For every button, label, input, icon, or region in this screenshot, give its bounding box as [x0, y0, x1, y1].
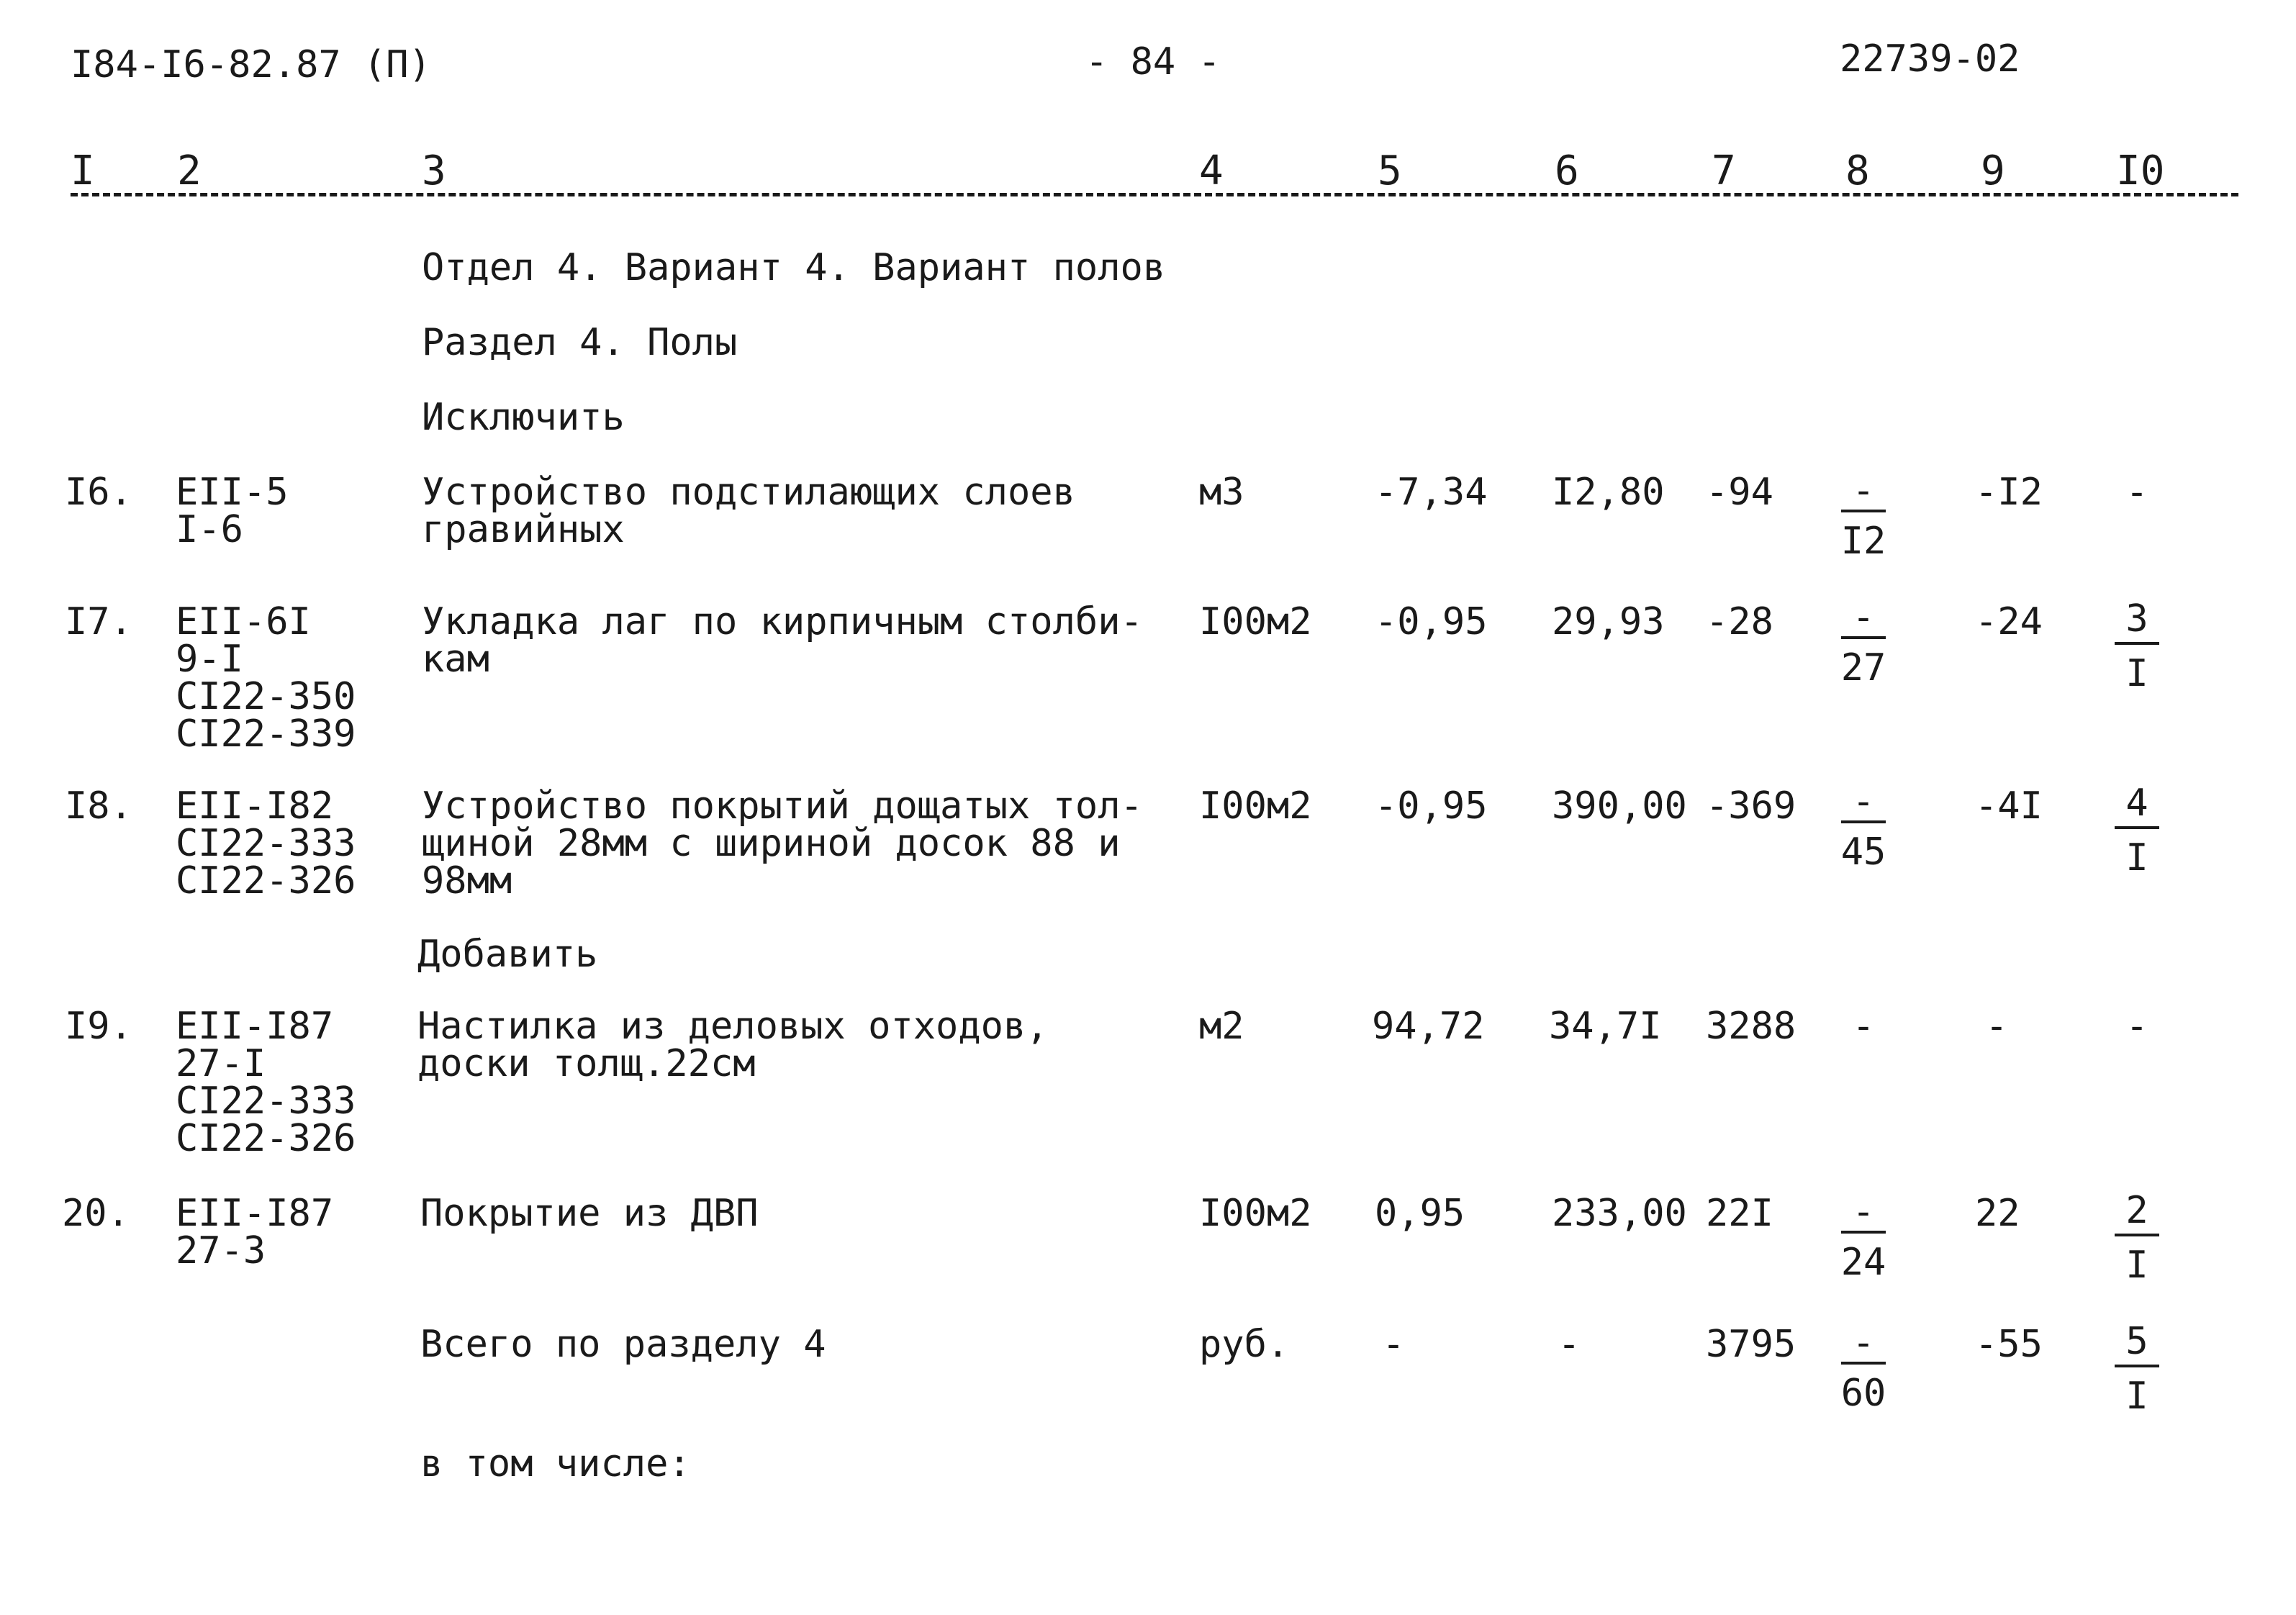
norm-code: I-6: [176, 508, 243, 551]
total-cost: -369: [1706, 784, 1796, 828]
total-cost: 3795: [1706, 1323, 1796, 1366]
col10-value: -: [2125, 471, 2148, 514]
norm-code: 9-I: [176, 638, 243, 681]
total-cost: 3288: [1706, 1005, 1796, 1048]
fraction-numerator: -: [1852, 1190, 1875, 1234]
fraction-numerator: -: [1852, 1321, 1875, 1365]
norm-code: СI22-339: [176, 712, 356, 756]
row-number: I9.: [65, 1005, 132, 1048]
row-number: I7.: [65, 600, 132, 643]
including-label: в том числе:: [420, 1442, 691, 1485]
total-label: Всего по разделу 4: [420, 1323, 826, 1366]
quantity: -0,95: [1375, 784, 1488, 828]
add-label: Добавить: [417, 933, 598, 976]
exclude-label: Исключить: [422, 396, 625, 439]
fraction-numerator: 2: [2125, 1189, 2148, 1232]
column-number: 7: [1712, 148, 1736, 194]
fraction-bar: [2115, 1234, 2159, 1236]
work-name: 98мм: [422, 859, 512, 902]
col10-fraction: [2105, 597, 2169, 695]
fraction-bar: [2115, 642, 2159, 645]
work-name: кам: [422, 638, 489, 681]
fraction-numerator: -: [1852, 469, 1875, 512]
fraction-bar: [2115, 1365, 2159, 1367]
unit-price: 233,00: [1552, 1192, 1687, 1235]
fraction-numerator: 5: [2125, 1320, 2148, 1363]
work-name: Покрытие из ДВП: [420, 1192, 759, 1235]
col10-value: -: [2125, 1005, 2148, 1048]
col9-value: -55: [1975, 1323, 2043, 1366]
fraction-numerator: 3: [2125, 597, 2148, 641]
inventory-number: 22739-02: [1840, 37, 2020, 81]
fraction-numerator: -: [1852, 596, 1875, 639]
total-cost: 22I: [1706, 1192, 1773, 1235]
fraction-denominator: I2: [1840, 520, 1886, 563]
col9-value: -24: [1975, 600, 2043, 643]
unit: I00м2: [1199, 600, 1312, 643]
quantity: 0,95: [1375, 1192, 1465, 1235]
col8-fraction: [1831, 596, 1896, 689]
quantity: -7,34: [1375, 471, 1488, 514]
unit: I00м2: [1199, 1192, 1312, 1235]
row-number: 20.: [62, 1192, 130, 1235]
work-name: Укладка лаг по кирпичным столби-: [422, 600, 1143, 643]
norm-code: СI22-333: [176, 822, 356, 865]
work-name: Устройство покрытий дощатых тол-: [422, 784, 1143, 828]
norm-code: 27-I: [176, 1042, 266, 1085]
norm-code: ЕII-6I: [176, 600, 311, 643]
unit-price: I2,80: [1552, 471, 1665, 514]
norm-code: СI22-350: [176, 675, 356, 718]
norm-code: ЕII-I82: [176, 784, 334, 828]
column-number: I: [71, 148, 95, 194]
col8-fraction: [1831, 1190, 1896, 1284]
section-title: Раздел 4. Полы: [422, 321, 738, 364]
page-number: - 84 -: [1085, 40, 1221, 83]
col8-fraction: [1831, 1321, 1896, 1415]
norm-code: ЕII-I87: [176, 1005, 334, 1048]
fraction-denominator: I: [2125, 1375, 2148, 1418]
row-number: I6.: [65, 471, 132, 514]
total-cost: -94: [1706, 471, 1773, 514]
col10-fraction: [2105, 1189, 2169, 1287]
work-name: щиной 28мм с шириной досок 88 и: [422, 822, 1121, 865]
norm-code: СI22-326: [176, 1117, 356, 1160]
unit: м2: [1199, 1005, 1244, 1048]
unit: руб.: [1199, 1323, 1290, 1366]
fraction-denominator: I: [2125, 836, 2148, 879]
column-number: 5: [1378, 148, 1402, 194]
col9-value: -4I: [1975, 784, 2043, 828]
unit-price: 390,00: [1552, 784, 1687, 828]
col9-value: 22: [1975, 1192, 2020, 1235]
col9-value: -I2: [1975, 471, 2043, 514]
col8-fraction: [1831, 780, 1896, 874]
norm-code: 27-3: [176, 1229, 266, 1272]
fraction-numerator: 4: [2125, 782, 2148, 825]
fraction-denominator: I: [2125, 652, 2148, 695]
fraction-denominator: 24: [1840, 1241, 1886, 1284]
column-number: 8: [1845, 148, 1870, 194]
column-number: 4: [1199, 148, 1224, 194]
fraction-denominator: 60: [1840, 1372, 1886, 1415]
fraction-denominator: I: [2125, 1244, 2148, 1287]
column-number: 9: [1981, 148, 2005, 194]
work-name: доски толщ.22см: [417, 1042, 756, 1085]
norm-code: СI22-333: [176, 1080, 356, 1123]
unit-price: -: [1558, 1323, 1581, 1366]
fraction-numerator: -: [1852, 780, 1875, 823]
quantity: -: [1382, 1323, 1405, 1366]
unit: I00м2: [1199, 784, 1312, 828]
norm-code: ЕII-5: [176, 471, 289, 514]
fraction-denominator: 45: [1840, 831, 1886, 874]
col8-fraction: [1831, 469, 1896, 563]
norm-code: ЕII-I87: [176, 1192, 334, 1235]
document-code: I84-I6-82.87 (П): [71, 43, 431, 86]
unit: м3: [1199, 471, 1244, 514]
quantity: -0,95: [1375, 600, 1488, 643]
col8-value: -: [1852, 1005, 1875, 1048]
total-cost: -28: [1706, 600, 1773, 643]
unit-price: 29,93: [1552, 600, 1665, 643]
fraction-denominator: 27: [1840, 646, 1886, 689]
quantity: 94,72: [1372, 1005, 1485, 1048]
division-title: Отдел 4. Вариант 4. Вариант полов: [422, 246, 1166, 289]
col10-fraction: [2105, 784, 2169, 877]
row-number: I8.: [65, 784, 132, 828]
column-number: 2: [177, 148, 202, 194]
col9-value: -: [1985, 1005, 2008, 1048]
column-number: 6: [1555, 148, 1579, 194]
work-name: гравийных: [422, 508, 625, 551]
work-name: Устройство подстилающих слоев: [422, 471, 1075, 514]
column-number: I0: [2116, 148, 2165, 194]
header-rule: [71, 193, 2238, 196]
col10-fraction: [2105, 1320, 2169, 1418]
work-name: Настилка из деловых отходов,: [417, 1005, 1049, 1048]
column-number: 3: [422, 148, 446, 194]
fraction-bar: [2115, 826, 2159, 829]
unit-price: 34,7I: [1549, 1005, 1662, 1048]
norm-code: СI22-326: [176, 859, 356, 902]
